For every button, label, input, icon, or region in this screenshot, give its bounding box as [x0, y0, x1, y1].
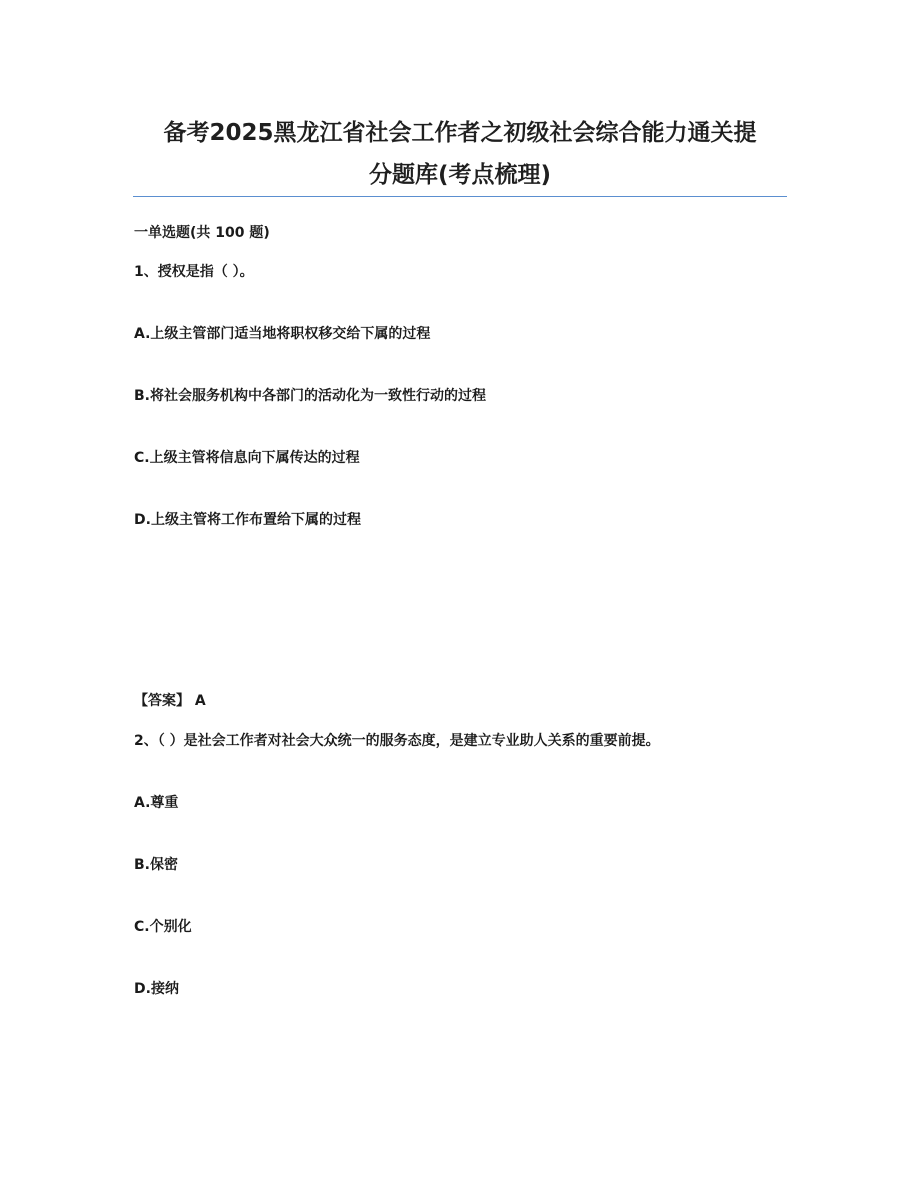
question-2-option-d: D.接纳 — [134, 981, 179, 997]
question-1-option-d: D.上级主管将工作布置给下属的过程 — [134, 512, 361, 528]
question-1-option-b: B.将社会服务机构中各部门的活动化为一致性行动的过程 — [134, 388, 486, 404]
title-line-2: 分题库(考点梳理) — [368, 162, 552, 188]
title-line-1: 备考2025黑龙江省社会工作者之初级社会综合能力通关提 — [163, 120, 757, 146]
question-2-option-c: C.个别化 — [134, 919, 192, 935]
title-divider — [133, 196, 787, 197]
question-1-option-c: C.上级主管将信息向下属传达的过程 — [134, 450, 360, 466]
question-1-stem: 1、授权是指（ ）。 — [134, 264, 254, 280]
question-2-option-b: B.保密 — [134, 857, 178, 873]
question-2-stem: 2、（ ）是社会工作者对社会大众统一的服务态度，是建立专业助人关系的重要前提。 — [134, 733, 660, 749]
question-2-option-a: A.尊重 — [134, 795, 179, 811]
question-1-option-a: A.上级主管部门适当地将职权移交给下属的过程 — [134, 326, 431, 342]
section-heading: 一单选题(共 100 题) — [134, 225, 270, 241]
question-1-answer: 【答案】 A — [134, 693, 206, 709]
document-title — [133, 112, 787, 196]
